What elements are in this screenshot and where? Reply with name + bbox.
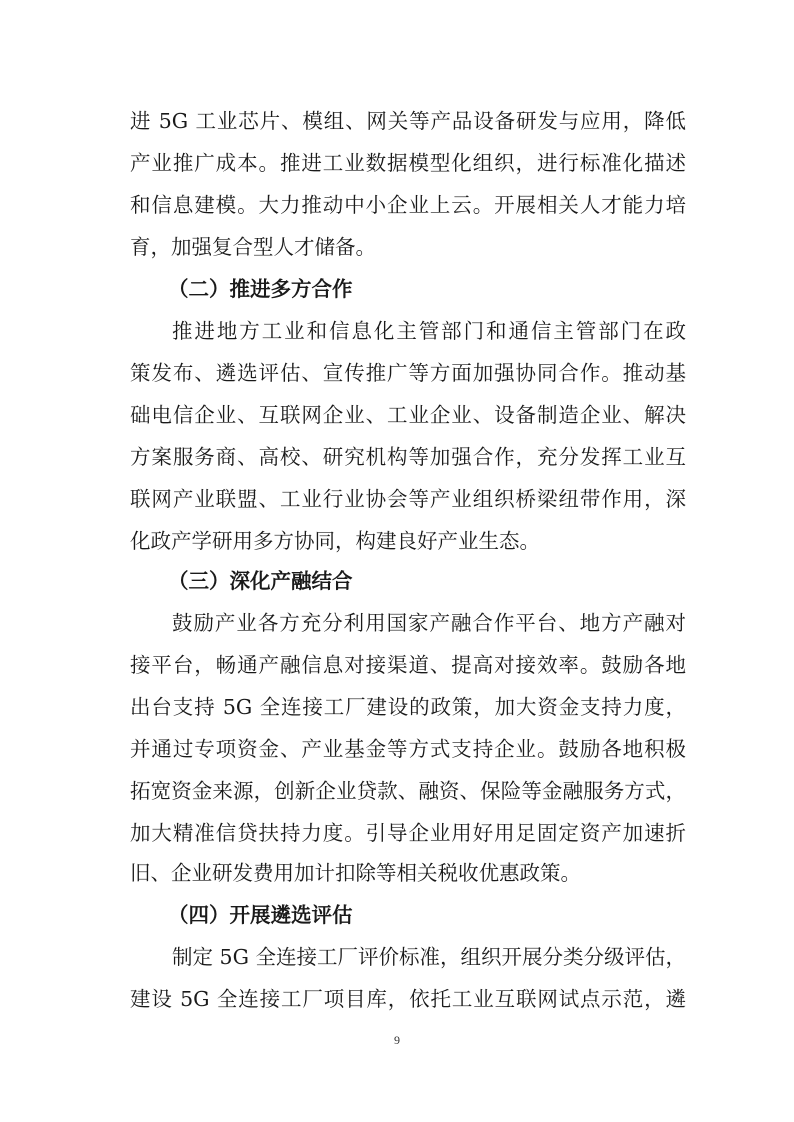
paragraph-line: 础电信企业、互联网企业、工业企业、设备制造企业、解决 (130, 403, 686, 427)
paragraph-line: 旧、企业研发费用加计扣除等相关税收优惠政策。 (130, 861, 581, 885)
paragraph-line: 出台支持 5G 全连接工厂建设的政策，加大资金支持力度， (130, 695, 686, 719)
section-heading-3: （三）深化产融结合 (168, 569, 353, 593)
paragraph-line: 产业推广成本。推进工业数据模型化组织，进行标准化描述 (130, 151, 686, 175)
paragraph-line: 方案服务商、高校、研究机构等加强合作，充分发挥工业互 (130, 445, 686, 469)
paragraph-line: 拓宽资金来源，创新企业贷款、融资、保险等金融服务方式， (130, 779, 686, 803)
paragraph-line: 联网产业联盟、工业行业协会等产业组织桥梁纽带作用，深 (130, 487, 686, 511)
page-number: 9 (394, 1033, 400, 1047)
paragraph-line: 推进地方工业和信息化主管部门和通信主管部门在政 (172, 319, 686, 343)
paragraph-line: 进 5G 工业芯片、模组、网关等产品设备研发与应用，降低 (130, 109, 686, 133)
paragraph-line: 和信息建模。大力推动中小企业上云。开展相关人才能力培 (130, 193, 686, 217)
section-heading-2: （二）推进多方合作 (168, 277, 353, 301)
paragraph-line: 鼓励产业各方充分利用国家产融合作平台、地方产融对 (172, 611, 686, 635)
paragraph-line: 育，加强复合型人才储备。 (130, 235, 376, 259)
paragraph-line: 并通过专项资金、产业基金等方式支持企业。鼓励各地积极 (130, 737, 686, 761)
section-heading-4: （四）开展遴选评估 (168, 903, 353, 927)
paragraph-line: 加大精准信贷扶持力度。引导企业用好用足固定资产加速折 (130, 821, 686, 845)
paragraph-line: 接平台，畅通产融信息对接渠道、提高对接效率。鼓励各地 (130, 653, 686, 677)
paragraph-line: 化政产学研用多方协同，构建良好产业生态。 (130, 529, 540, 553)
paragraph-line: 制定 5G 全连接工厂评价标准，组织开展分类分级评估， (172, 945, 686, 969)
paragraph-line: 建设 5G 全连接工厂项目库，依托工业互联网试点示范，遴 (130, 987, 686, 1011)
paragraph-line: 策发布、遴选评估、宣传推广等方面加强协同合作。推动基 (130, 361, 686, 385)
